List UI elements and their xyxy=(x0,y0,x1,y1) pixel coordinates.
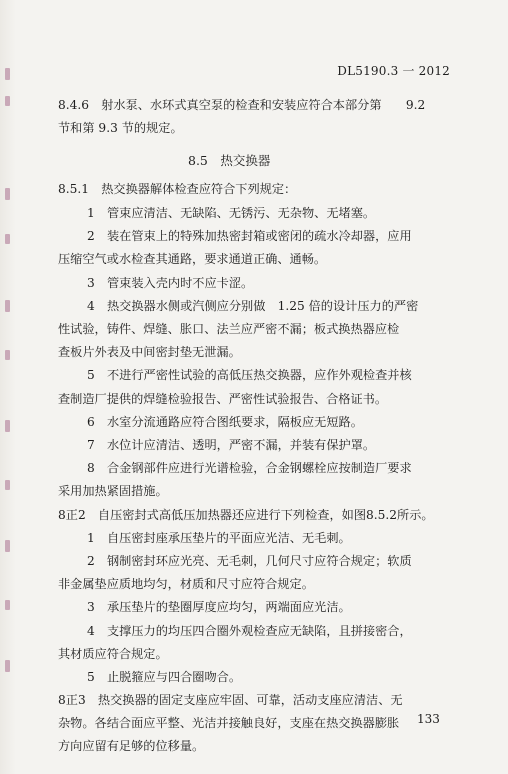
text-line: 采用加热紧固措施。 xyxy=(58,484,168,498)
text-line: 8.4.6 射水泵、水环式真空泵的检查和安装应符合本部分第 9.2 xyxy=(58,98,426,112)
text-line: 非金属垫应质地均匀，材质和尺寸应符合规定。 xyxy=(58,577,314,591)
text-line: 1 自压密封座承压垫片的平面应光洁、无毛刺。 xyxy=(87,531,351,545)
text-line: 查板片外表及中间密封垫无泄漏。 xyxy=(58,345,241,359)
text-line: 1 管束应清洁、无缺陷、无锈污、无杂物、无堵塞。 xyxy=(87,206,376,220)
text-line: 6 水室分流通路应符合图纸要求，隔板应无短路。 xyxy=(87,415,363,429)
scan-mark xyxy=(5,660,10,672)
text-line: 其材质应符合规定。 xyxy=(58,647,168,661)
text-line: 查制造厂提供的焊缝检验报告、严密性试验报告、合格证书。 xyxy=(58,392,388,406)
text-line: 性试验，铸件、焊缝、胀口、法兰应严密不漏；板式换热器应检 xyxy=(58,322,400,336)
text-line: 压缩空气或水检查其通路，要求通道正确、通畅。 xyxy=(58,252,327,266)
page-number: 133 xyxy=(417,712,440,726)
text-line: 8.5.1 热交换器解体检查应符合下列规定： xyxy=(58,182,297,196)
scan-edge-strip xyxy=(0,0,16,774)
scan-mark xyxy=(5,350,10,360)
scan-mark xyxy=(5,96,10,106)
scan-mark xyxy=(5,540,10,552)
scan-mark xyxy=(5,480,10,490)
text-line: 8正3 热交换器的固定支座应牢固、可靠，活动支座应清洁、无 xyxy=(58,693,403,707)
scan-mark xyxy=(5,300,10,312)
document-id-header: DL5190.3 一 2012 xyxy=(337,64,450,78)
scan-mark xyxy=(5,68,10,80)
text-line: 7 水位计应清洁、透明，严密不漏，并装有保护罩。 xyxy=(87,438,376,452)
text-line: 节和第 9.3 节的规定。 xyxy=(58,121,183,135)
text-line: 3 管束装入壳内时不应卡涩。 xyxy=(87,276,254,290)
text-line: 杂物。各结合面应平整、光洁并接触良好，支座在热交换器膨胀 xyxy=(58,716,400,730)
text-line: 方向应留有足够的位移量。 xyxy=(58,739,205,753)
text-line: 2 钢制密封环应光亮、无毛刺，几何尺寸应符合规定；软质 xyxy=(87,554,412,568)
text-line: 5 止脱箍应与四合圈吻合。 xyxy=(87,670,242,684)
text-line: 4 支撑压力的均压四合圈外观检查应无缺陷，且拼接密合， xyxy=(87,624,412,638)
scan-mark xyxy=(5,234,10,244)
text-line: 5 不进行严密性试验的高低压热交换器，应作外观检查并核 xyxy=(87,368,412,382)
section-heading: 8.5 热交换器 xyxy=(188,153,271,168)
scan-mark xyxy=(5,600,10,610)
text-line: 8 合金钢部件应进行光谱检验，合金钢螺栓应按制造厂要求 xyxy=(87,461,412,475)
text-line: 2 装在管束上的特殊加热密封箱或密闭的疏水冷却器，应用 xyxy=(87,229,412,243)
text-line: 8正2 自压密封式高低压加热器还应进行下列检查，如图8.5.2所示。 xyxy=(58,508,434,522)
scan-mark xyxy=(5,420,10,432)
scan-mark xyxy=(5,188,10,200)
text-line: 3 承压垫片的垫圈厚度应均匀，两端面应光洁。 xyxy=(87,600,351,614)
text-line: 4 热交换器水侧或汽侧应分别做 1.25 倍的设计压力的严密 xyxy=(87,299,419,313)
